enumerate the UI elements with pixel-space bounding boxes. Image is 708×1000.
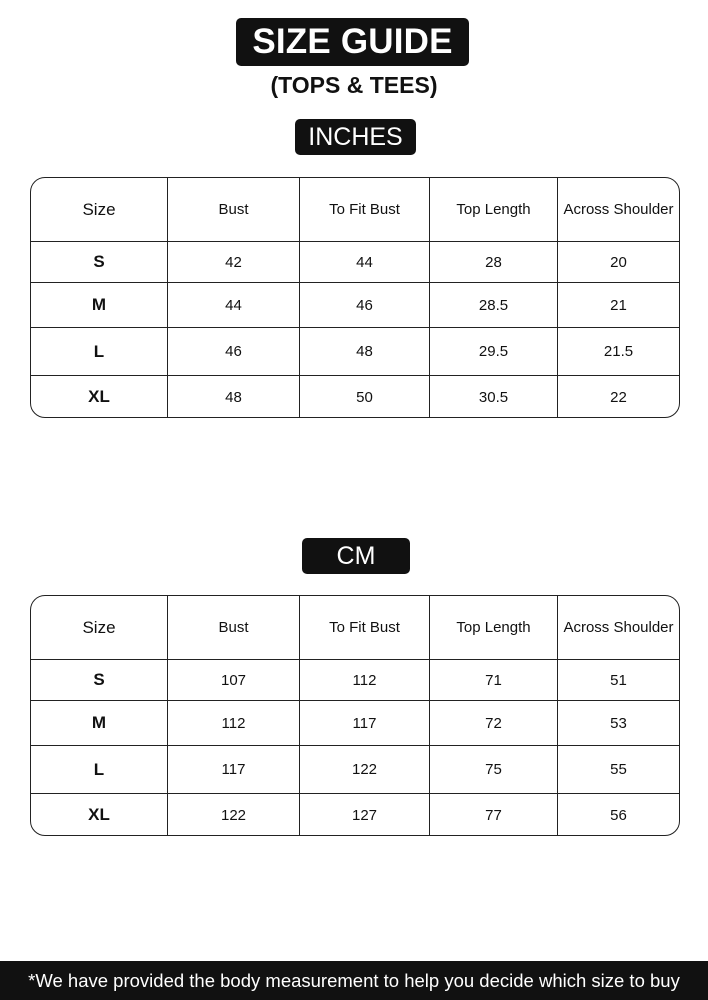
top-length-cell: 28 — [430, 242, 558, 283]
cm-unit-badge: CM — [302, 538, 410, 574]
header-fit-bust: To Fit Bust — [300, 596, 430, 660]
size-cell: M — [31, 701, 168, 746]
table-row — [31, 328, 679, 376]
top-length-cell: 29.5 — [430, 328, 558, 376]
header-bust: Bust — [168, 596, 300, 660]
size-cell: L — [31, 746, 168, 794]
header-top-length: Top Length — [430, 178, 558, 242]
header-size: Size — [31, 596, 168, 660]
table-row — [31, 283, 679, 328]
size-cell: XL — [31, 794, 168, 837]
top-length-cell: 72 — [430, 701, 558, 746]
table-row — [31, 660, 679, 701]
header-across-shoulder: Across Shoulder — [558, 178, 680, 242]
cm-size-table — [30, 595, 680, 836]
across-shoulder-cell: 51 — [558, 660, 680, 701]
fit-bust-cell: 46 — [300, 283, 430, 328]
bust-cell: 107 — [168, 660, 300, 701]
top-length-cell: 30.5 — [430, 376, 558, 419]
table-row — [31, 242, 679, 283]
page-subtitle: (TOPS & TEES) — [270, 72, 438, 98]
header-across-shoulder: Across Shoulder — [558, 596, 680, 660]
bust-cell: 48 — [168, 376, 300, 419]
across-shoulder-cell: 20 — [558, 242, 680, 283]
top-length-cell: 75 — [430, 746, 558, 794]
header-bust: Bust — [168, 178, 300, 242]
fit-bust-cell: 50 — [300, 376, 430, 419]
size-cell: L — [31, 328, 168, 376]
bust-cell: 42 — [168, 242, 300, 283]
table-row — [31, 794, 679, 837]
size-cell: S — [31, 660, 168, 701]
bust-cell: 44 — [168, 283, 300, 328]
inches-unit-badge: INCHES — [295, 119, 416, 155]
table-row — [31, 701, 679, 746]
inches-size-table — [30, 177, 680, 418]
across-shoulder-cell: 55 — [558, 746, 680, 794]
bust-cell: 112 — [168, 701, 300, 746]
header-fit-bust: To Fit Bust — [300, 178, 430, 242]
top-length-cell: 71 — [430, 660, 558, 701]
fit-bust-cell: 127 — [300, 794, 430, 837]
bust-cell: 117 — [168, 746, 300, 794]
table-row — [31, 746, 679, 794]
table-header-row — [31, 178, 679, 242]
fit-bust-cell: 44 — [300, 242, 430, 283]
size-cell: XL — [31, 376, 168, 419]
bust-cell: 122 — [168, 794, 300, 837]
size-cell: M — [31, 283, 168, 328]
footer-disclaimer: *We have provided the body measurement to help you decide which size to buy — [0, 961, 708, 1000]
across-shoulder-cell: 22 — [610, 388, 627, 406]
across-shoulder-cell: 53 — [558, 701, 680, 746]
across-shoulder-cell: 21.5 — [558, 328, 680, 376]
fit-bust-cell: 122 — [300, 746, 430, 794]
header-size: Size — [31, 178, 168, 242]
bust-cell: 46 — [168, 328, 300, 376]
page-title: SIZE GUIDE — [236, 18, 469, 66]
across-shoulder-cell: 21 — [558, 283, 680, 328]
header-top-length: Top Length — [430, 596, 558, 660]
top-length-cell: 77 — [430, 794, 558, 837]
table-row — [31, 376, 679, 419]
size-cell: S — [31, 242, 168, 283]
fit-bust-cell: 117 — [300, 701, 430, 746]
table-header-row — [31, 596, 679, 660]
fit-bust-cell: 112 — [300, 660, 430, 701]
fit-bust-cell: 48 — [300, 328, 430, 376]
across-shoulder-cell: 56 — [610, 806, 627, 824]
top-length-cell: 28.5 — [430, 283, 558, 328]
